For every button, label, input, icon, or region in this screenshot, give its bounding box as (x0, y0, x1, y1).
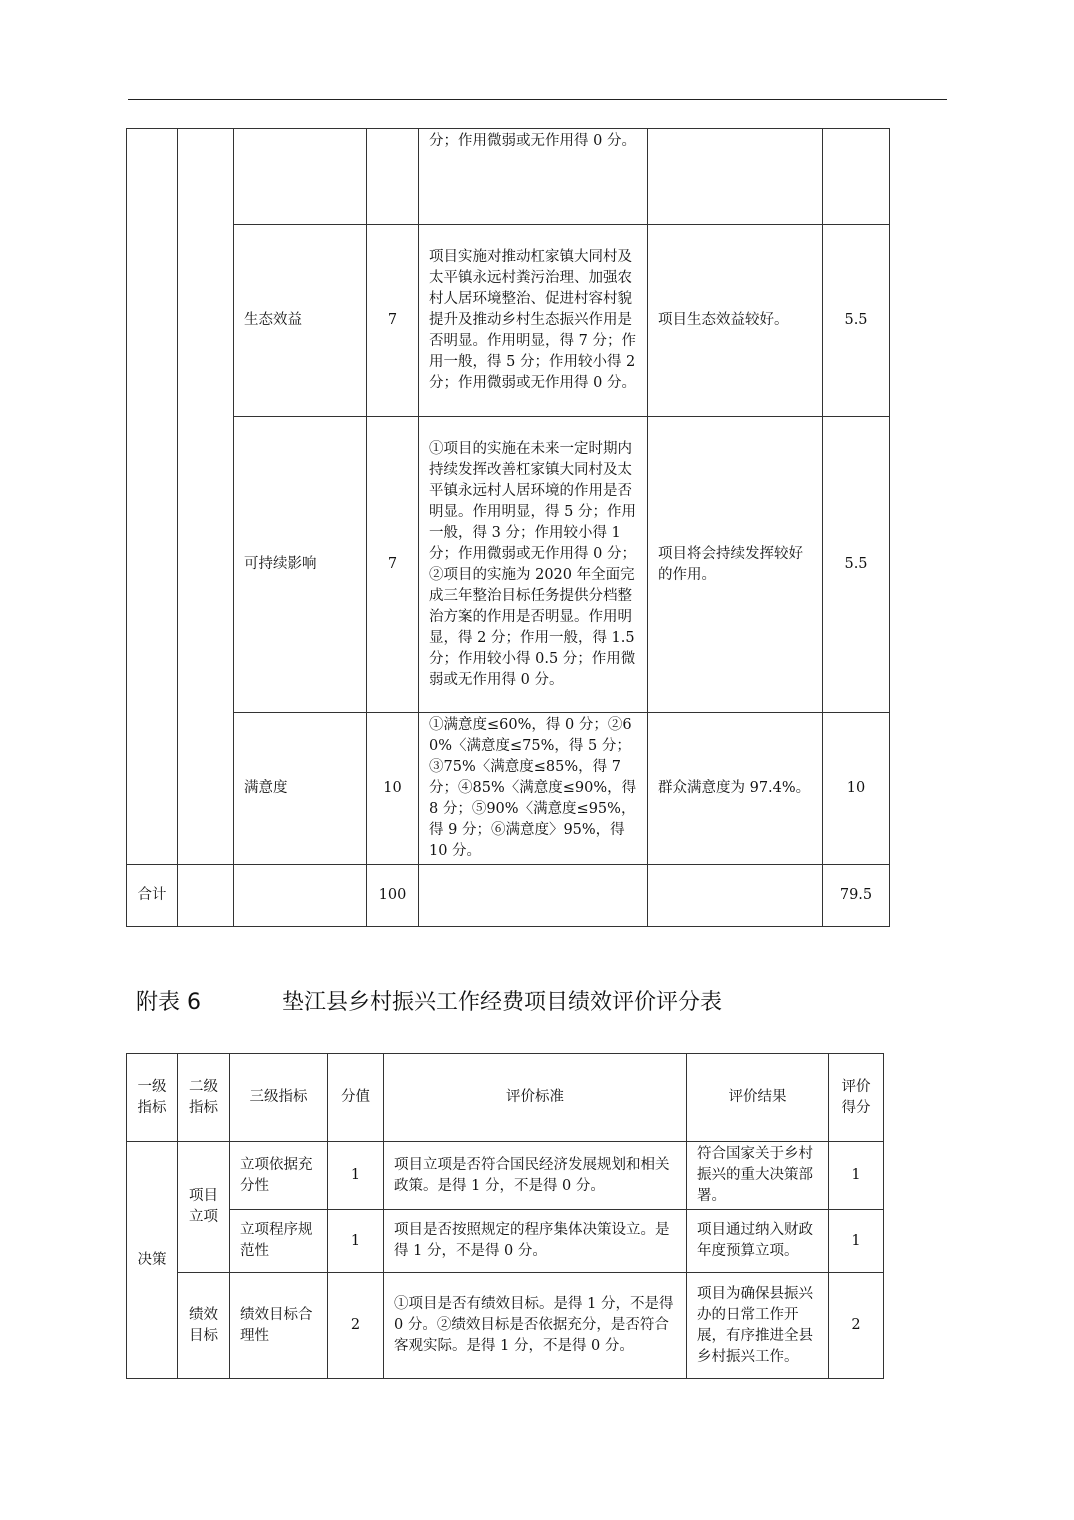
header-level1: 一级指标 (127, 1054, 178, 1142)
weight-cell: 1 (328, 1210, 384, 1273)
header-level3: 三级指标 (230, 1054, 328, 1142)
criteria-cell: ①项目的实施在未来一定时期内持续发挥改善杠家镇大同村及太平镇永远村人居环境的作用是否明显。作用明显，得 5 分；作用一般，得 3 分；作用较小得 1 分；作用微弱或无作用得 0 分；②项目的实施为 2020 年全面完成三年整治目标任务提供分档整治方案的作用是否明显。作用明显，得 2 分；作用一般，得 1.5 分；作用较小得 0.5 分；作用微弱或无作用得 0 分。 (419, 417, 648, 713)
level1-decision: 决策 (127, 1142, 178, 1379)
level3-cell: 可持续影响 (234, 417, 367, 713)
score-cell: 1 (829, 1142, 884, 1210)
weight-cell: 1 (328, 1142, 384, 1210)
score-cell: 5.5 (823, 225, 890, 417)
result-cell: 项目生态效益较好。 (648, 225, 823, 417)
level2-performance-target: 绩效目标 (178, 1273, 230, 1379)
level3-cell: 绩效目标合理性 (230, 1273, 328, 1379)
level3-cell (234, 865, 367, 927)
header-result: 评价结果 (687, 1054, 829, 1142)
weight-cell (367, 129, 419, 225)
result-cell: 项目通过纳入财政年度预算立项。 (687, 1210, 829, 1273)
table-row (127, 713, 890, 865)
total-score: 79.5 (823, 865, 890, 927)
total-label: 合计 (127, 865, 178, 927)
level3-cell: 满意度 (234, 713, 367, 865)
level2-project-approval: 项目立项 (178, 1142, 230, 1273)
header-criteria: 评价标准 (384, 1054, 687, 1142)
result-cell (648, 865, 823, 927)
header-rule (128, 99, 947, 100)
criteria-cell (419, 865, 648, 927)
score-cell: 5.5 (823, 417, 890, 713)
table-row (127, 417, 890, 713)
level3-cell: 生态效益 (234, 225, 367, 417)
level1-cell (127, 129, 178, 865)
result-cell: 项目将会持续发挥较好的作用。 (648, 417, 823, 713)
weight-cell: 7 (367, 225, 419, 417)
table-row (127, 1210, 884, 1273)
result-cell: 项目为确保县振兴办的日常工作开展，有序推进全县乡村振兴工作。 (687, 1273, 829, 1379)
criteria-cell: ①项目是否有绩效目标。是得 1 分，不是得 0 分。②绩效目标是否依据充分，是否符合客观实际。是得 1 分，不是得 0 分。 (384, 1273, 687, 1379)
level2-cell (178, 865, 234, 927)
level3-cell: 立项依据充分性 (230, 1142, 328, 1210)
score-cell: 1 (829, 1210, 884, 1273)
evaluation-table-continued (126, 128, 890, 927)
weight-cell: 2 (328, 1273, 384, 1379)
level3-cell: 立项程序规范性 (230, 1210, 328, 1273)
result-cell (648, 129, 823, 225)
score-cell (823, 129, 890, 225)
score-cell: 2 (829, 1273, 884, 1379)
level3-cell (234, 129, 367, 225)
header-weight: 分值 (328, 1054, 384, 1142)
table-row (127, 1142, 884, 1210)
header-level2: 二级指标 (178, 1054, 230, 1142)
weight-cell: 7 (367, 417, 419, 713)
header-score: 评价得分 (829, 1054, 884, 1142)
criteria-cell: 项目是否按照规定的程序集体决策设立。是得 1 分，不是得 0 分。 (384, 1210, 687, 1273)
score-cell: 10 (823, 713, 890, 865)
result-cell: 符合国家关于乡村振兴的重大决策部署。 (687, 1142, 829, 1210)
table-row (127, 225, 890, 417)
table-row (127, 1273, 884, 1379)
criteria-cell: 项目立项是否符合国民经济发展规划和相关政策。是得 1 分，不是得 0 分。 (384, 1142, 687, 1210)
table-row (127, 129, 890, 225)
total-row (127, 865, 890, 927)
criteria-cell: 分；作用微弱或无作用得 0 分。 (419, 129, 648, 225)
header-row (127, 1054, 884, 1142)
total-weight: 100 (367, 865, 419, 927)
evaluation-table (126, 1053, 884, 1379)
level2-cell (178, 129, 234, 865)
weight-cell: 10 (367, 713, 419, 865)
appendix-number: 附表 6 (136, 990, 201, 1015)
criteria-cell: ①满意度≤60%，得 0 分；②60%〈满意度≤75%，得 5 分；③75%〈满意度≤85%，得 7 分；④85%〈满意度≤90%，得 8 分；⑤90%〈满意度≤95%，得 9 分；⑥满意度〉95%，得 10 分。 (419, 713, 648, 865)
result-cell: 群众满意度为 97.4%。 (648, 713, 823, 865)
appendix-title: 垫江县乡村振兴工作经费项目绩效评价评分表 (282, 990, 723, 1015)
appendix-heading (136, 988, 722, 1018)
criteria-cell: 项目实施对推动杠家镇大同村及太平镇永远村粪污治理、加强农村人居环境整治、促进村容村貌提升及推动乡村生态振兴作用是否明显。作用明显，得 7 分；作用一般，得 5 分；作用较小得 2 分；作用微弱或无作用得 0 分。 (419, 225, 648, 417)
